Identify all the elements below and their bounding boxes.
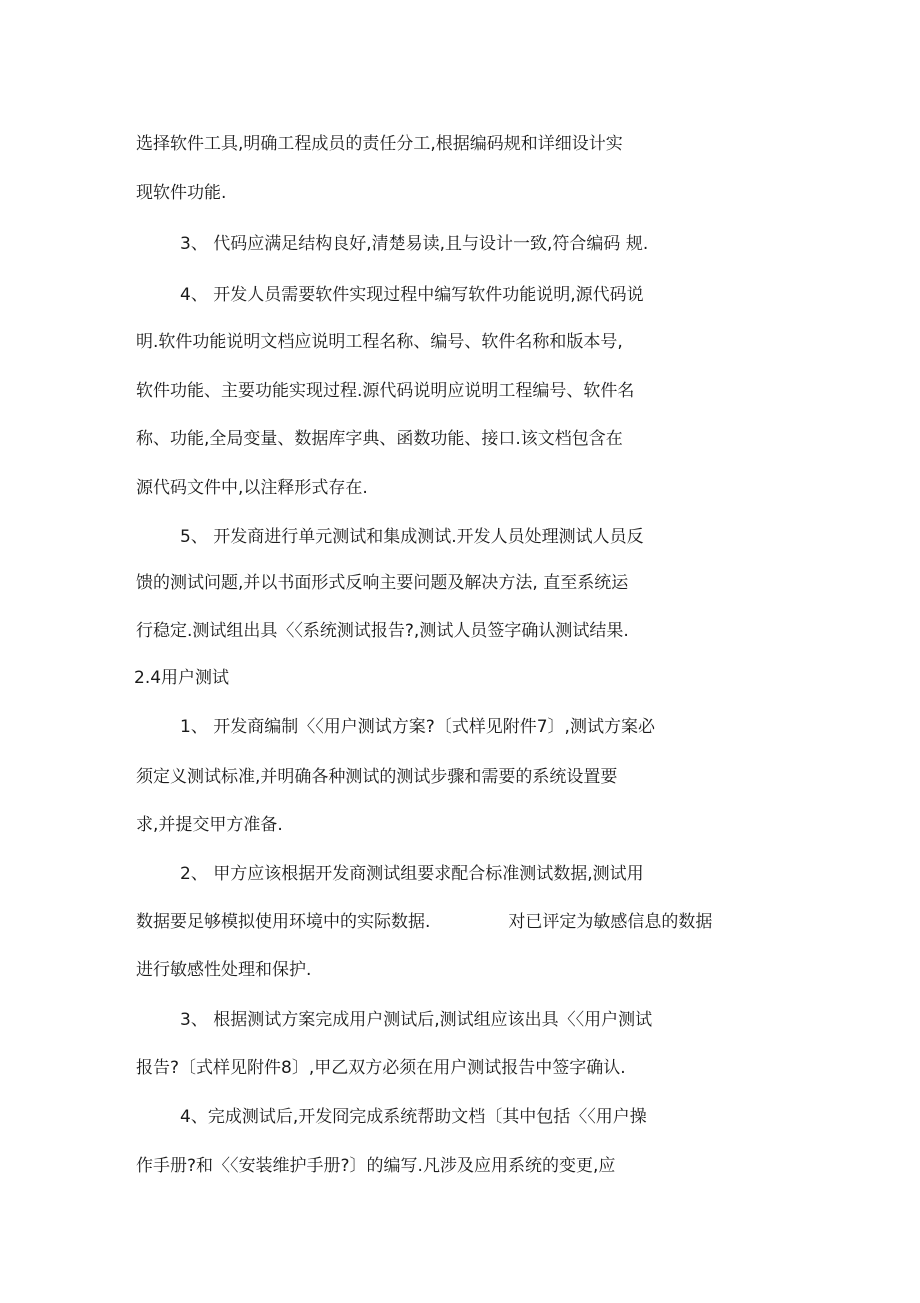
text-line: 作手册?和〈〈安装维护手册?〕的编写.凡涉及应用系统的变更,应 — [136, 1156, 616, 1176]
paragraph-1-line: 1、 开发商编制〈〈用户测试方案?〔式样见附件7〕,测试方案必 — [180, 717, 655, 737]
text-line: 选择软件工具,明确工程成员的责任分工,根据编码规和详细设计实 — [136, 134, 623, 154]
text-line: 求,并提交甲方准备. — [136, 815, 283, 835]
paragraph-4-line: 4、完成测试后,开发冏完成系统帮助文档〔其中包括〈〈用户操 — [180, 1107, 647, 1127]
text-line: 行稳定.测试组出具〈〈系统测试报告?,测试人员签字确认测试结果. — [136, 621, 629, 641]
paragraph-3-line: 3、 根据测试方案完成用户测试后,测试组应该出具〈〈用户测试 — [180, 1010, 653, 1030]
paragraph-3-line: 3、 代码应满足结构良好,清楚易读,且与设计一致,符合编码 规. — [180, 234, 649, 254]
text-line: 称、功能,全局变量、数据库字典、函数功能、接口.该文档包含在 — [136, 429, 623, 449]
text-line: 进行敏感性处理和保护. — [136, 960, 312, 980]
text-segment: 数据要足够模拟使用环境中的实际数据. — [136, 912, 431, 932]
text-line: 现软件功能. — [136, 183, 227, 203]
text-line — [136, 912, 712, 932]
section-heading: 2.4用户测试 — [134, 668, 230, 688]
text-line: 软件功能、主要功能实现过程.源代码说明应说明工程编号、软件名 — [136, 381, 635, 401]
text-line: 须定义测试标准,并明确各种测试的测试步骤和需要的系统设置要 — [136, 767, 618, 787]
text-segment: 对已评定为敏感信息的数据 — [508, 912, 713, 932]
text-line: 馈的测试问题,并以书面形式反响主要问题及解决方法, 直至系统运 — [136, 573, 629, 593]
paragraph-2-line: 2、 甲方应该根据开发商测试组要求配合标准测试数据,测试用 — [180, 864, 644, 884]
paragraph-5-line: 5、 开发商进行单元测试和集成测试.开发人员处理测试人员反 — [180, 527, 644, 547]
text-line: 报告?〔式样见附件8〕,甲乙双方必须在用户测试报告中签字确认. — [136, 1058, 626, 1078]
text-line: 明.软件功能说明文档应说明工程名称、编号、软件名称和版本号, — [136, 332, 623, 352]
paragraph-4-line: 4、 开发人员需要软件实现过程中编写软件功能说明,源代码说 — [180, 285, 644, 305]
text-line: 源代码文件中,以注释形式存在. — [136, 478, 368, 498]
